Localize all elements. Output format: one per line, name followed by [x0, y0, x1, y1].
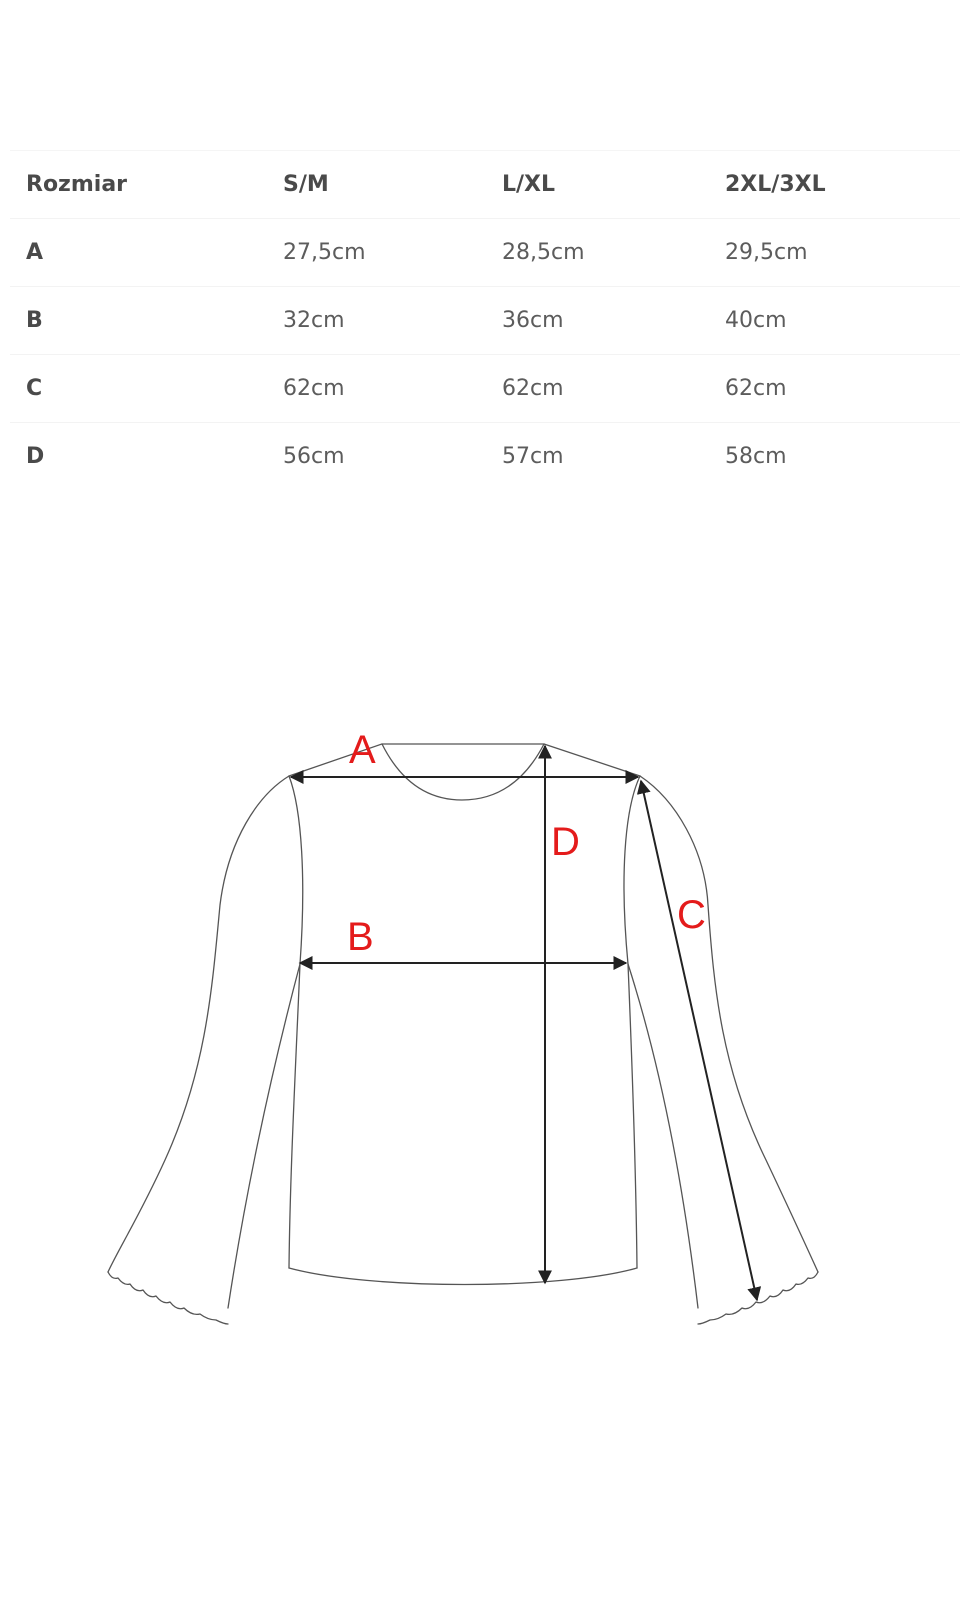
size-table	[10, 150, 960, 490]
header-size: Rozmiar	[26, 172, 128, 197]
table-cell: 29,5cm	[725, 240, 808, 265]
header-2xl-3xl: 2XL/3XL	[725, 172, 826, 197]
table-row	[10, 354, 960, 422]
table-cell: 36cm	[502, 308, 564, 333]
label-a: A	[349, 728, 376, 772]
garment-outline	[108, 744, 818, 1324]
table-header-row	[10, 150, 960, 218]
garment-measurement-diagram	[0, 700, 970, 1360]
left-sleeve-inner	[228, 776, 303, 1308]
table-cell: 40cm	[725, 308, 787, 333]
table-row	[10, 422, 960, 490]
table-row	[10, 218, 960, 286]
body-left-side	[289, 964, 300, 1268]
left-sleeve-outer	[108, 776, 289, 1272]
table-cell: 56cm	[283, 444, 345, 469]
row-label: A	[26, 240, 44, 265]
label-d: D	[551, 820, 580, 864]
right-shoulder	[544, 744, 640, 776]
table-cell: 27,5cm	[283, 240, 366, 265]
label-b: B	[347, 915, 374, 959]
measurement-labels	[347, 728, 706, 959]
body-hem	[289, 1268, 637, 1285]
right-sleeve-inner	[624, 776, 698, 1308]
table-cell: 62cm	[502, 376, 564, 401]
table-row	[10, 286, 960, 354]
table-cell: 57cm	[502, 444, 564, 469]
table-cell: 58cm	[725, 444, 787, 469]
row-label: C	[26, 376, 43, 401]
table-cell: 62cm	[725, 376, 787, 401]
row-label: D	[26, 444, 45, 469]
header-l-xl: L/XL	[502, 172, 556, 197]
table-cell: 62cm	[283, 376, 345, 401]
body-right-side	[628, 964, 637, 1268]
right-cuff	[698, 1272, 818, 1324]
header-s-m: S/M	[283, 172, 329, 197]
right-sleeve-outer	[640, 776, 818, 1272]
label-c: C	[677, 893, 706, 937]
table-cell: 28,5cm	[502, 240, 585, 265]
neckline	[382, 744, 544, 800]
table-cell: 32cm	[283, 308, 345, 333]
left-cuff	[108, 1272, 228, 1324]
row-label: B	[26, 308, 43, 333]
